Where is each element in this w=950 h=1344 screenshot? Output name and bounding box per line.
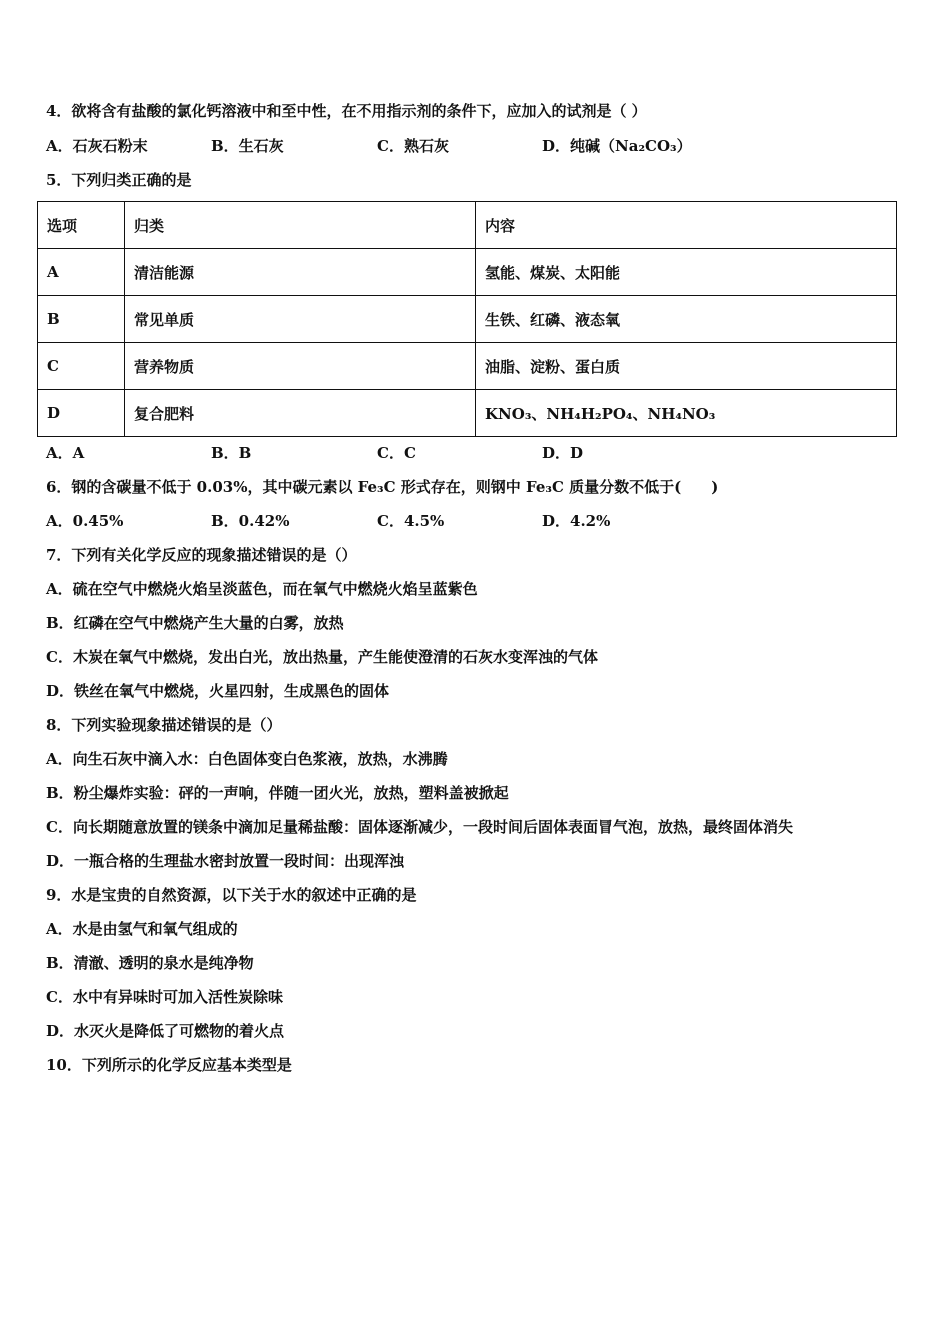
q8-option-c: C．向长期随意放置的镁条中滴加足量稀盐酸：固体逐渐减少，一段时间后固体表面冒气泡，放热，最终固体消失 <box>46 818 793 836</box>
q8-option-b: B．粉尘爆炸实验：砰的一声响，伴随一团火光，放热，塑料盖被掀起 <box>46 784 509 802</box>
table-cell: 氢能、煤炭、太阳能 <box>476 249 897 296</box>
question-8-stem: 8．下列实验现象描述错误的是（） <box>46 716 282 734</box>
table-header-cell: 内容 <box>476 202 897 249</box>
q8-option-d: D．一瓶合格的生理盐水密封放置一段时间：出现浑浊 <box>46 852 405 870</box>
question-5-stem: 5．下列归类正确的是 <box>46 171 192 189</box>
question-9-stem: 9．水是宝贵的自然资源，以下关于水的叙述中正确的是 <box>46 886 417 904</box>
question-6-stem: 6．钢的含碳量不低于 0.03%，其中碳元素以 Fe₃C 形式存在，则钢中 Fe₃C 质量分数不低于( ) <box>46 478 719 496</box>
table-header-row <box>38 202 897 249</box>
q9-option-c: C．水中有异味时可加入活性炭除味 <box>46 988 283 1006</box>
q5-option-a: A．A <box>46 444 85 462</box>
table-cell: C <box>38 343 125 390</box>
table-cell: 营养物质 <box>125 343 476 390</box>
q6-option-d: D．4.2% <box>542 512 611 530</box>
q7-option-a: A．硫在空气中燃烧火焰呈淡蓝色，而在氧气中燃烧火焰呈蓝紫色 <box>46 580 478 598</box>
q9-option-d: D．水灭火是降低了可燃物的着火点 <box>46 1022 285 1040</box>
table-cell: B <box>38 296 125 343</box>
q4-option-a: A．石灰石粉末 <box>46 137 148 155</box>
q7-option-b: B．红磷在空气中燃烧产生大量的白雾，放热 <box>46 614 344 632</box>
q7-option-d: D．铁丝在氧气中燃烧，火星四射，生成黑色的固体 <box>46 682 390 700</box>
q5-option-c: C．C <box>377 444 416 462</box>
q9-option-b: B．清澈、透明的泉水是纯净物 <box>46 954 254 972</box>
table-cell: D <box>38 390 125 437</box>
q6-option-a: A．0.45% <box>46 512 124 530</box>
table-header-cell: 选项 <box>38 202 125 249</box>
q4-option-c: C．熟石灰 <box>377 137 449 155</box>
q4-option-d: D．纯碱（Na₂CO₃） <box>542 137 692 155</box>
q6-option-b: B．0.42% <box>211 512 290 530</box>
table-cell: 生铁、红磷、液态氧 <box>476 296 897 343</box>
q6-option-c: C．4.5% <box>377 512 445 530</box>
q8-option-a: A．向生石灰中滴入水：白色固体变白色浆液，放热，水沸腾 <box>46 750 448 768</box>
table-row <box>38 343 897 390</box>
table-row <box>38 390 897 437</box>
question-4-stem: 4．欲将含有盐酸的氯化钙溶液中和至中性，在不用指示剂的条件下，应加入的试剂是（ ） <box>46 102 647 120</box>
q5-option-d: D．D <box>542 444 584 462</box>
question-7-stem: 7．下列有关化学反应的现象描述错误的是（） <box>46 546 357 564</box>
table-cell: 复合肥料 <box>125 390 476 437</box>
q7-option-c: C．木炭在氧气中燃烧，发出白光，放出热量，产生能使澄清的石灰水变浑浊的气体 <box>46 648 598 666</box>
q9-option-a: A．水是由氢气和氧气组成的 <box>46 920 238 938</box>
q5-option-b: B．B <box>211 444 252 462</box>
table-cell: 清洁能源 <box>125 249 476 296</box>
table-cell: 油脂、淀粉、蛋白质 <box>476 343 897 390</box>
table-cell: 常见单质 <box>125 296 476 343</box>
q4-option-b: B．生石灰 <box>211 137 284 155</box>
classification-table <box>37 201 897 437</box>
table-row <box>38 296 897 343</box>
table-cell: KNO₃、NH₄H₂PO₄、NH₄NO₃ <box>476 390 897 437</box>
table-cell: A <box>38 249 125 296</box>
table-header-cell: 归类 <box>125 202 476 249</box>
table-row <box>38 249 897 296</box>
question-10-stem: 10．下列所示的化学反应基本类型是 <box>46 1056 292 1074</box>
